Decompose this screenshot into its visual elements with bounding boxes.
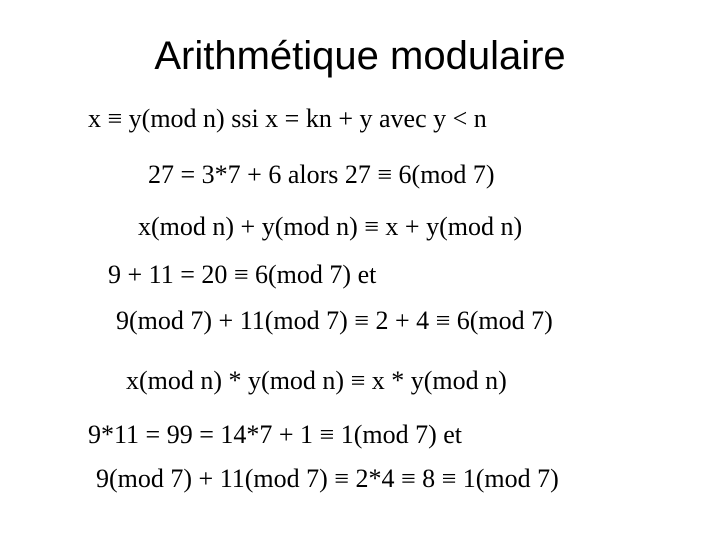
equation-addition-check: 9(mod 7) + 11(mod 7) ≡ 2 + 4 ≡ 6(mod 7) xyxy=(116,306,553,335)
equation-multiplication-rule: x(mod n) * y(mod n) ≡ x * y(mod n) xyxy=(126,366,507,395)
equation-addition-rule: x(mod n) + y(mod n) ≡ x + y(mod n) xyxy=(138,212,523,241)
equation-addition-example: 9 + 11 = 20 ≡ 6(mod 7) et xyxy=(108,260,377,289)
equation-multiplication-example: 9*11 = 99 = 14*7 + 1 ≡ 1(mod 7) et xyxy=(88,420,462,449)
slide-title: Arithmétique modulaire xyxy=(154,34,566,78)
equation-congruence-definition: x ≡ y(mod n) ssi x = kn + y avec y < n xyxy=(88,104,487,133)
equation-multiplication-check: 9(mod 7) + 11(mod 7) ≡ 2*4 ≡ 8 ≡ 1(mod 7) xyxy=(96,464,559,493)
equation-example-27: 27 = 3*7 + 6 alors 27 ≡ 6(mod 7) xyxy=(148,160,495,189)
